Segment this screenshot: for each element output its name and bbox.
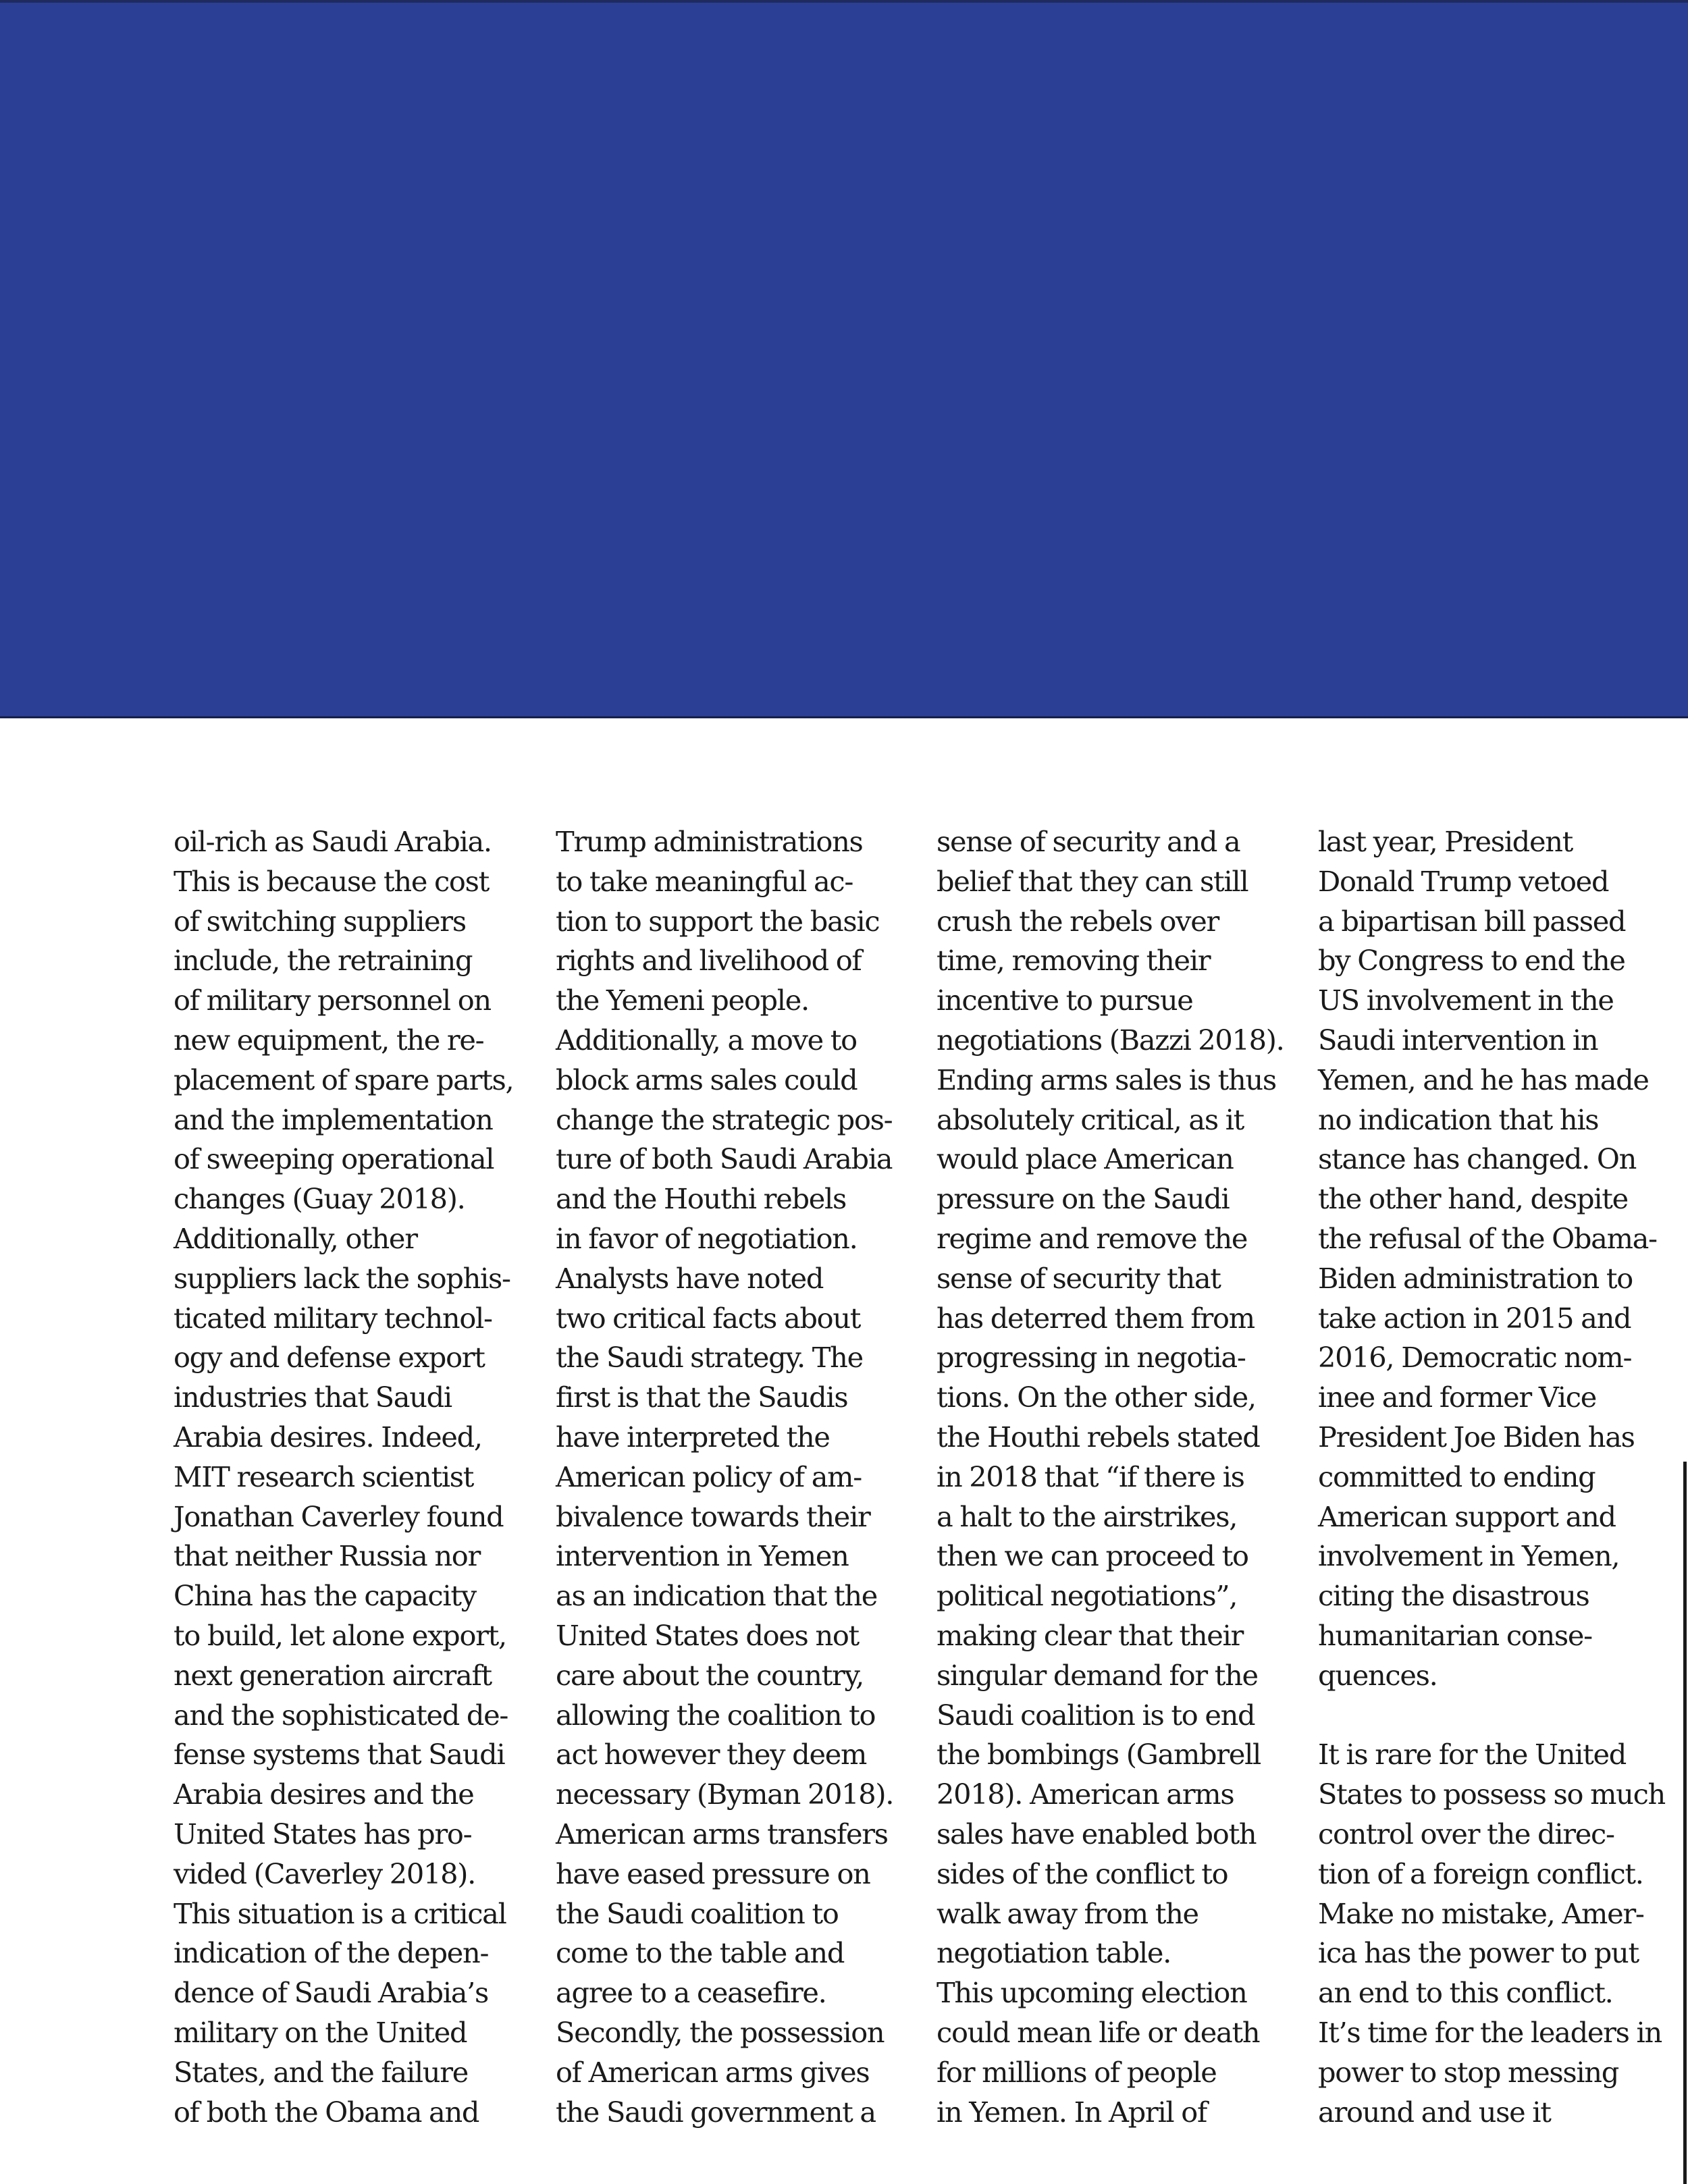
text-line: changes (Guay 2018). <box>174 1182 465 1216</box>
text-line: This situation is a critical <box>174 1896 506 1930</box>
text-line: and the Houthi rebels <box>556 1182 846 1216</box>
text-line: Additionally, a move to <box>556 1023 857 1057</box>
text-line: States, and the failure <box>174 2055 469 2089</box>
text-line: would place American <box>937 1142 1234 1176</box>
text-line: This is because the cost <box>174 864 489 898</box>
text-line: of both the Obama and <box>174 2095 479 2129</box>
text-line: military on the United <box>174 2015 467 2049</box>
text-line: of switching suppliers <box>174 904 466 938</box>
text-line: Trump administrations <box>556 825 863 858</box>
text-line: intervention in Yemen <box>556 1539 849 1573</box>
text-line: China has the capacity <box>174 1579 476 1613</box>
text-line: agree to a ceasefire. <box>556 1976 826 2010</box>
text-line: Analysts have noted <box>556 1261 824 1295</box>
text-line: involvement in Yemen, <box>1318 1539 1620 1573</box>
text-line: American support and <box>1318 1499 1616 1533</box>
text-line: placement of spare parts, <box>174 1063 514 1096</box>
text-line: United States does not <box>556 1618 859 1652</box>
text-line: last year, President <box>1318 825 1573 858</box>
text-line: two critical facts about <box>556 1301 861 1335</box>
text-line: fense systems that Saudi <box>174 1738 505 1772</box>
paragraph-break <box>1318 1696 1662 1736</box>
text-line: tions. On the other side, <box>937 1381 1256 1414</box>
text-line: have eased pressure on <box>556 1857 870 1890</box>
text-line: the Saudi coalition to <box>556 1896 839 1930</box>
text-line: the Yemeni people. <box>556 984 809 1017</box>
text-line: Ending arms sales is thus <box>937 1063 1276 1096</box>
text-line: Arabia desires and the <box>174 1778 474 1811</box>
text-line: the bombings (Gambrell <box>937 1738 1261 1772</box>
text-line: by Congress to end the <box>1318 944 1625 978</box>
text-line: the other hand, despite <box>1318 1182 1628 1216</box>
text-line: indication of the depen- <box>174 1936 489 1970</box>
text-line: control over the direc- <box>1318 1817 1614 1850</box>
text-line: This upcoming election <box>937 1976 1247 2010</box>
text-line: change the strategic pos- <box>556 1102 893 1136</box>
text-line: ogy and defense export <box>174 1341 485 1375</box>
text-line: the Houthi rebels stated <box>937 1420 1260 1454</box>
text-line: oil-rich as Saudi Arabia. <box>174 825 492 858</box>
text-line: allowing the coalition to <box>556 1698 876 1732</box>
text-line: vided (Caverley 2018). <box>174 1857 475 1890</box>
text-line: citing the disastrous <box>1318 1579 1589 1613</box>
text-column-1 <box>174 822 518 2132</box>
text-line: first is that the Saudis <box>556 1381 848 1414</box>
text-line: Saudi coalition is to end <box>937 1698 1255 1732</box>
text-line: next generation aircraft <box>174 1658 492 1692</box>
text-line: American policy of am- <box>556 1460 862 1493</box>
text-line: United States has pro- <box>174 1817 472 1850</box>
text-line: in 2018 that “if there is <box>937 1460 1244 1493</box>
text-line: Secondly, the possession <box>556 2015 885 2049</box>
banner-top-edge <box>0 0 1688 3</box>
text-line: include, the retraining <box>174 944 473 978</box>
text-line: stance has changed. On <box>1318 1142 1637 1176</box>
text-line: Yemen, and he has made <box>1318 1063 1649 1096</box>
text-line: necessary (Byman 2018). <box>556 1778 894 1811</box>
text-line: sides of the conflict to <box>937 1857 1228 1890</box>
text-line: sense of security that <box>937 1261 1221 1295</box>
text-line: It’s time for the leaders in <box>1318 2015 1662 2049</box>
text-line: rights and livelihood of <box>556 944 862 978</box>
text-line: Biden administration to <box>1318 1261 1633 1295</box>
text-line: time, removing their <box>937 944 1211 978</box>
text-line: has deterred them from <box>937 1301 1255 1335</box>
text-line: tion to support the basic <box>556 904 880 938</box>
text-column-4 <box>1318 822 1665 2132</box>
text-line: then we can proceed to <box>937 1539 1248 1573</box>
text-line: of military personnel on <box>174 984 491 1017</box>
text-line: for millions of people <box>937 2055 1217 2089</box>
text-line: around and use it <box>1318 2095 1551 2129</box>
text-line: industries that Saudi <box>174 1381 452 1414</box>
text-line: the Saudi strategy. The <box>556 1341 863 1375</box>
text-line: power to stop messing <box>1318 2055 1619 2089</box>
text-line: to build, let alone export, <box>174 1618 506 1652</box>
text-line: making clear that their <box>937 1618 1244 1652</box>
text-line: no indication that his <box>1318 1102 1599 1136</box>
text-line: walk away from the <box>937 1896 1198 1930</box>
text-line: block arms sales could <box>556 1063 858 1096</box>
text-line: negotiations (Bazzi 2018). <box>937 1023 1284 1057</box>
text-line: the refusal of the Obama- <box>1318 1221 1657 1255</box>
text-line: progressing in negotia- <box>937 1341 1246 1375</box>
text-line: 2016, Democratic nom- <box>1318 1341 1632 1375</box>
page-edge-rule <box>1683 1462 1687 2184</box>
text-line: Saudi intervention in <box>1318 1023 1598 1057</box>
text-line: regime and remove the <box>937 1221 1248 1255</box>
text-line: 2018). American arms <box>937 1778 1234 1811</box>
text-line: Additionally, other <box>174 1221 417 1255</box>
text-line: suppliers lack the sophis- <box>174 1261 510 1295</box>
text-column-2 <box>556 822 900 2132</box>
text-line: sales have enabled both <box>937 1817 1257 1850</box>
text-line: incentive to pursue <box>937 984 1193 1017</box>
header-color-banner <box>0 0 1688 718</box>
text-line: a halt to the airstrikes, <box>937 1499 1238 1533</box>
text-line: Jonathan Caverley found <box>174 1499 504 1533</box>
text-line: President Joe Biden has <box>1318 1420 1635 1454</box>
text-line: the Saudi government a <box>556 2095 876 2129</box>
text-line: an end to this conflict. <box>1318 1976 1613 2010</box>
text-line: tion of a foreign conflict. <box>1318 1857 1643 1890</box>
text-line: come to the table and <box>556 1936 845 1970</box>
text-line: US involvement in the <box>1318 984 1614 1017</box>
text-line: act however they deem <box>556 1738 867 1772</box>
text-line: MIT research scientist <box>174 1460 474 1493</box>
text-line: committed to ending <box>1318 1460 1595 1493</box>
text-line: absolutely critical, as it <box>937 1102 1244 1136</box>
text-line: dence of Saudi Arabia’s <box>174 1976 489 2010</box>
text-line: take action in 2015 and <box>1318 1301 1631 1335</box>
text-line: ture of both Saudi Arabia <box>556 1142 893 1176</box>
text-line: pressure on the Saudi <box>937 1182 1230 1216</box>
text-line: States to possess so much <box>1318 1778 1665 1811</box>
text-line: of sweeping operational <box>174 1142 494 1176</box>
text-line: care about the country, <box>556 1658 864 1692</box>
text-line: and the sophisticated de- <box>174 1698 508 1732</box>
text-line: humanitarian conse- <box>1318 1618 1592 1652</box>
text-line: political negotiations”, <box>937 1579 1238 1613</box>
text-line: ica has the power to put <box>1318 1936 1639 1970</box>
text-line: American arms transfers <box>556 1817 888 1850</box>
text-line: ticated military technol- <box>174 1301 492 1335</box>
text-line: quences. <box>1318 1658 1438 1692</box>
text-line: Arabia desires. Indeed, <box>174 1420 482 1454</box>
text-line: of American arms gives <box>556 2055 870 2089</box>
text-line: crush the rebels over <box>937 904 1219 938</box>
text-column-3 <box>937 822 1284 2132</box>
text-line: It is rare for the United <box>1318 1738 1627 1772</box>
text-line: have interpreted the <box>556 1420 830 1454</box>
text-line: sense of security and a <box>937 825 1240 858</box>
text-line: in Yemen. In April of <box>937 2095 1207 2129</box>
text-line: that neither Russia nor <box>174 1539 480 1573</box>
text-line: a bipartisan bill passed <box>1318 904 1626 938</box>
text-line: inee and former Vice <box>1318 1381 1596 1414</box>
text-line: and the implementation <box>174 1102 493 1136</box>
text-line: Donald Trump vetoed <box>1318 864 1609 898</box>
text-line: singular demand for the <box>937 1658 1258 1692</box>
text-line: new equipment, the re- <box>174 1023 484 1057</box>
text-line: to take meaningful ac- <box>556 864 853 898</box>
text-line: Make no mistake, Amer- <box>1318 1896 1644 1930</box>
text-line: could mean life or death <box>937 2015 1260 2049</box>
text-line: as an indication that the <box>556 1579 878 1613</box>
text-line: belief that they can still <box>937 864 1248 898</box>
text-line: in favor of negotiation. <box>556 1221 858 1255</box>
text-line: bivalence towards their <box>556 1499 870 1533</box>
text-line: negotiation table. <box>937 1936 1171 1970</box>
